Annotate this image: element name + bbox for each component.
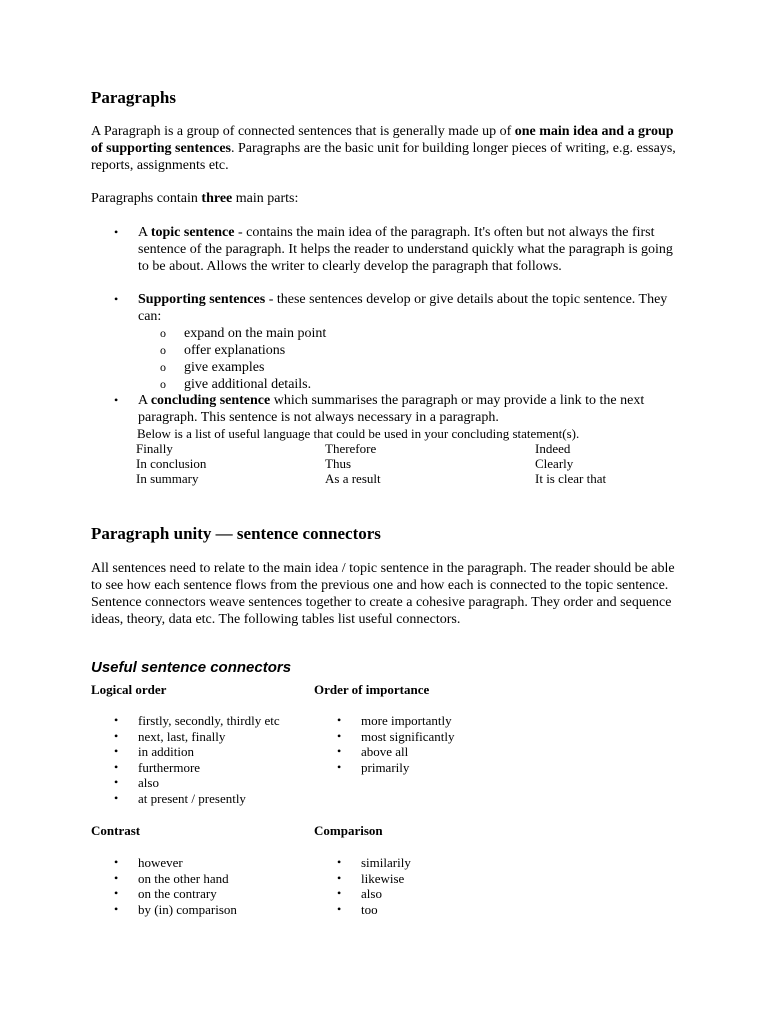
circle-bullet-icon: o [160,360,166,374]
concluding-word: It is clear that [535,471,607,486]
list-item: • also [337,886,411,902]
parts-paragraph: Paragraphs contain three main parts: [91,191,299,206]
list-item: • on the other hand [114,871,237,887]
list-item: • next, last, finally [114,729,280,745]
list-item: • furthermore [114,760,280,776]
list-item: • most significantly [337,729,455,745]
section-title-paragraph-unity: Paragraph unity — sentence connectors [91,524,381,543]
concluding-word: As a result [325,471,381,486]
connectors-heading: Useful sentence connectors [91,659,292,676]
circle-bullet-icon: o [160,326,166,340]
list-item: • primarily [337,760,455,776]
comparison-title: Comparison [314,823,383,838]
circle-bullet-icon: o [160,343,166,357]
list-item: • more importantly [337,713,455,729]
list-item: • in addition [114,744,280,760]
list-item: • however [114,855,237,871]
list-item: • above all [337,744,455,760]
circle-bullet-icon: o [160,377,166,391]
list-item: • by (in) comparison [114,902,237,918]
concluding-word: Clearly [535,456,574,471]
concluding-word: Finally [136,441,173,456]
order-of-importance-list [337,713,455,775]
contrast-title: Contrast [91,823,141,838]
list-item: • firstly, secondly, thirdly etc [114,713,280,729]
concluding-word: In conclusion [136,456,207,471]
intro-paragraph: A Paragraph is a group of connected sentences that is generally made up of one main idea and a group of supporting sentences. Paragraphs are the basic unit for building longer pieces of writing, e.g. essays, reports, assignments etc. [91,124,676,173]
list-item: • too [337,902,411,918]
bullet-dot-icon: • [114,225,119,239]
concluding-word: In summary [136,471,199,486]
unity-paragraph: All sentences need to relate to the main idea / topic sentence in the paragraph. The reader should be able to see how each sentence flows from the previous one and how each is connected to the topic sentence. Sentence connectors weave sentences together to create a cohesive paragraph. They order and sequence ideas, theory, data etc. The following tables list useful connectors. [91,561,675,627]
bullet-text: Supporting sentences - these sentences develop or give details about the topic sentence. They can: [138,292,668,324]
bullet-dot-icon: • [114,393,119,407]
concluding-word: Indeed [535,441,571,456]
list-item: • also [114,775,280,791]
bullet-text: A topic sentence - contains the main idea of the paragraph. It's often but not always the first sentence of the paragraph. It helps the reader to understand quickly what the paragraph is going to be about. Allows the writer to clearly develop the paragraph that follows. [138,225,673,274]
logical-order-list [114,713,280,806]
list-item: • likewise [337,871,411,887]
order-of-importance-title: Order of importance [314,682,430,697]
contrast-list [114,855,237,917]
bullet-dot-icon: • [114,292,119,306]
concluding-word: Therefore [325,441,377,456]
list-item: • similarily [337,855,411,871]
concluding-word: Thus [325,456,351,471]
document-page: Paragraphs A Paragraph is a group of connected sentences that is generally made up of one main idea and a group of supporting sentences. Paragraphs are the basic unit for building longer pieces of writing, e.g. essays, reports, assignments etc. Paragraphs contain three main parts: • A topic sentence - contains the main idea of the paragraph. It's often but not always the first sentence of the paragraph. It helps the reader to understand quickly what the paragraph is going to be about. Allows the writer to clearly develop the paragraph that follows. • Supporting sentences - these sentences develop or give details about the topic sentence. They can: o expand on the main point o offer explanations o give examples o give additional details. • A concluding sentence which summarises the paragraph or may provide a link to the next paragraph. This sentence is not always necessary in a paragraph. Below is a list of useful language that could be used in your concluding statement(s). Finally Therefore Indeed In conclusion Thus Clearly In summary As a result It is clear that Paragraph unity — sentence connectors All sentences need to relate to the main idea / topic sentence in the paragraph. The reader should be able to see how each sentence flows from the previous one and how each is connected to the topic sentence. Sentence connectors weave sentences together to create a cohesive paragraph. They order and sequence ideas, theory, data etc. The following tables list useful connectors. Useful sentence connectors Logical order • firstly, secondly, thirdly etc • next, last, finally • in addition • furthermore • also • at present / presently Order of importance • more importantly • most significantly • above all • primarily Contrast • however • on the other hand • on the contrary • by (in) comparison Comparison • similarily • likewise • also • too [0,0,768,1024]
list-item: • on the contrary [114,886,237,902]
section-title-paragraphs: Paragraphs [91,88,176,107]
logical-order-title: Logical order [91,682,167,697]
concluding-note: Below is a list of useful language that could be used in your concluding statement(s). [137,426,580,441]
bullet-text: A concluding sentence which summarises the paragraph or may provide a link to the next paragraph. This sentence is not always necessary in a paragraph. [138,393,645,425]
comparison-list [337,855,411,917]
list-item: • at present / presently [114,791,280,807]
